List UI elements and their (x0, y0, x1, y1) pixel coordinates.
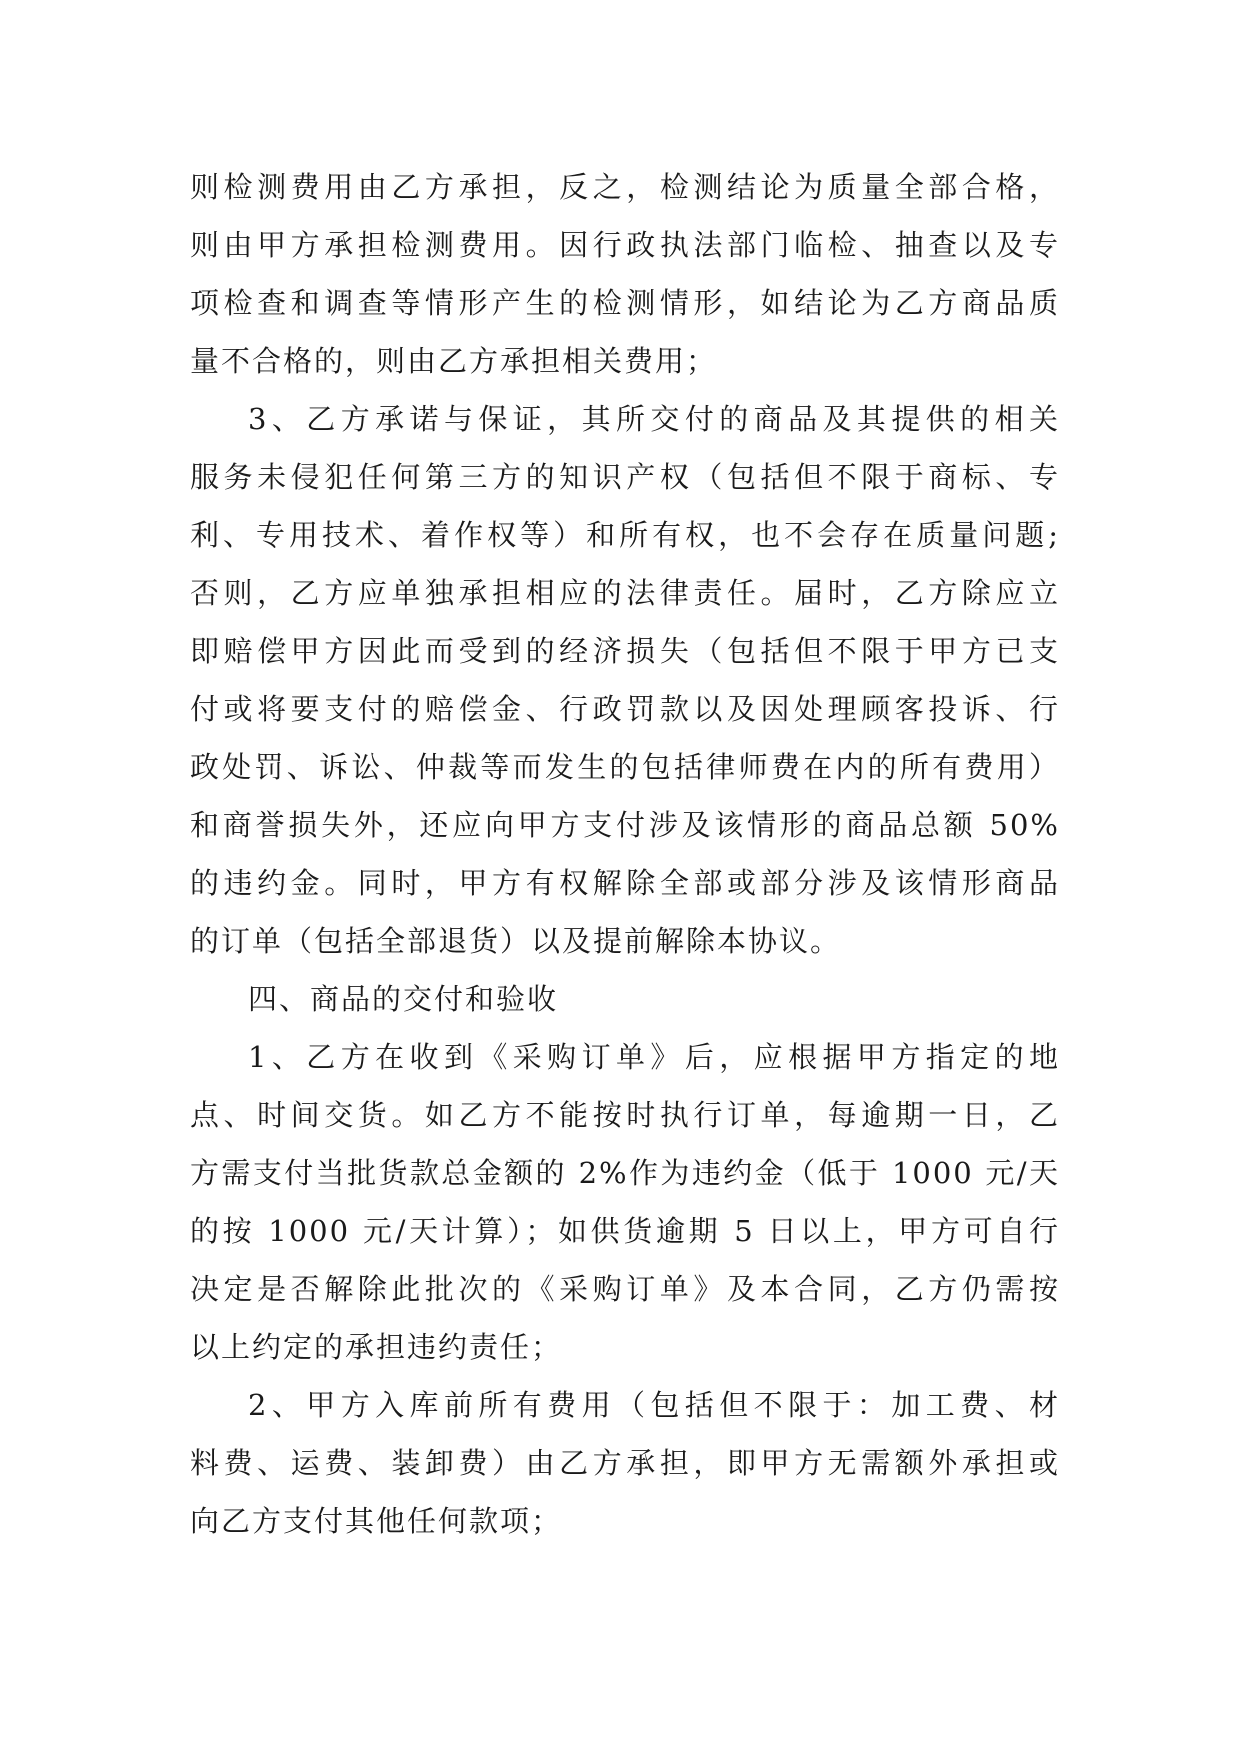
text-line: 否则，乙方应单独承担相应的法律责任。届时，乙方除应立 (190, 576, 1060, 610)
text-line: 付或将要支付的赔偿金、行政罚款以及因处理顾客投诉、行 (190, 692, 1060, 726)
text-line: 利、专用技术、着作权等）和所有权，也不会存在质量问题; (190, 518, 1060, 552)
text-line: 决定是否解除此批次的《采购订单》及本合同，乙方仍需按 (190, 1272, 1060, 1306)
text-line: 3、乙方承诺与保证，其所交付的商品及其提供的相关 (248, 402, 1060, 436)
text-line: 点、时间交货。如乙方不能按时执行订单，每逾期一日，乙 (190, 1098, 1060, 1132)
text-line: 政处罚、诉讼、仲裁等而发生的包括律师费在内的所有费用） (190, 750, 1060, 784)
text-line: 服务未侵犯任何第三方的知识产权（包括但不限于商标、专 (190, 460, 1060, 494)
text-line: 则由甲方承担检测费用。因行政执法部门临检、抽查以及专 (190, 228, 1060, 262)
text-line: 2、甲方入库前所有费用（包括但不限于：加工费、材 (248, 1388, 1060, 1422)
text-line: 1、乙方在收到《采购订单》后，应根据甲方指定的地 (248, 1040, 1060, 1074)
text-line: 的按 1000 元/天计算）；如供货逾期 5 日以上，甲方可自行 (190, 1214, 1060, 1248)
text-line: 料费、运费、装卸费）由乙方承担，即甲方无需额外承担或 (190, 1446, 1060, 1480)
text-line: 方需支付当批货款总金额的 2%作为违约金（低于 1000 元/天 (190, 1156, 1060, 1190)
text-line: 和商誉损失外，还应向甲方支付涉及该情形的商品总额 50% (190, 808, 1060, 842)
text-line: 量不合格的，则由乙方承担相关费用； (190, 344, 718, 378)
text-line: 四、商品的交付和验收 (248, 982, 559, 1016)
contract-text (190, 158, 1060, 1550)
text-line: 即赔偿甲方因此而受到的经济损失（包括但不限于甲方已支 (190, 634, 1060, 668)
text-line: 向乙方支付其他任何款项； (190, 1504, 563, 1538)
text-line: 则检测费用由乙方承担，反之，检测结论为质量全部合格， (190, 170, 1060, 204)
text-line: 的订单（包括全部退货）以及提前解除本协议。 (190, 924, 842, 958)
text-line: 的违约金。同时，甲方有权解除全部或部分涉及该情形商品 (190, 866, 1060, 900)
text-line: 以上约定的承担违约责任； (190, 1330, 563, 1364)
text-line: 项检查和调查等情形产生的检测情形，如结论为乙方商品质 (190, 286, 1060, 320)
